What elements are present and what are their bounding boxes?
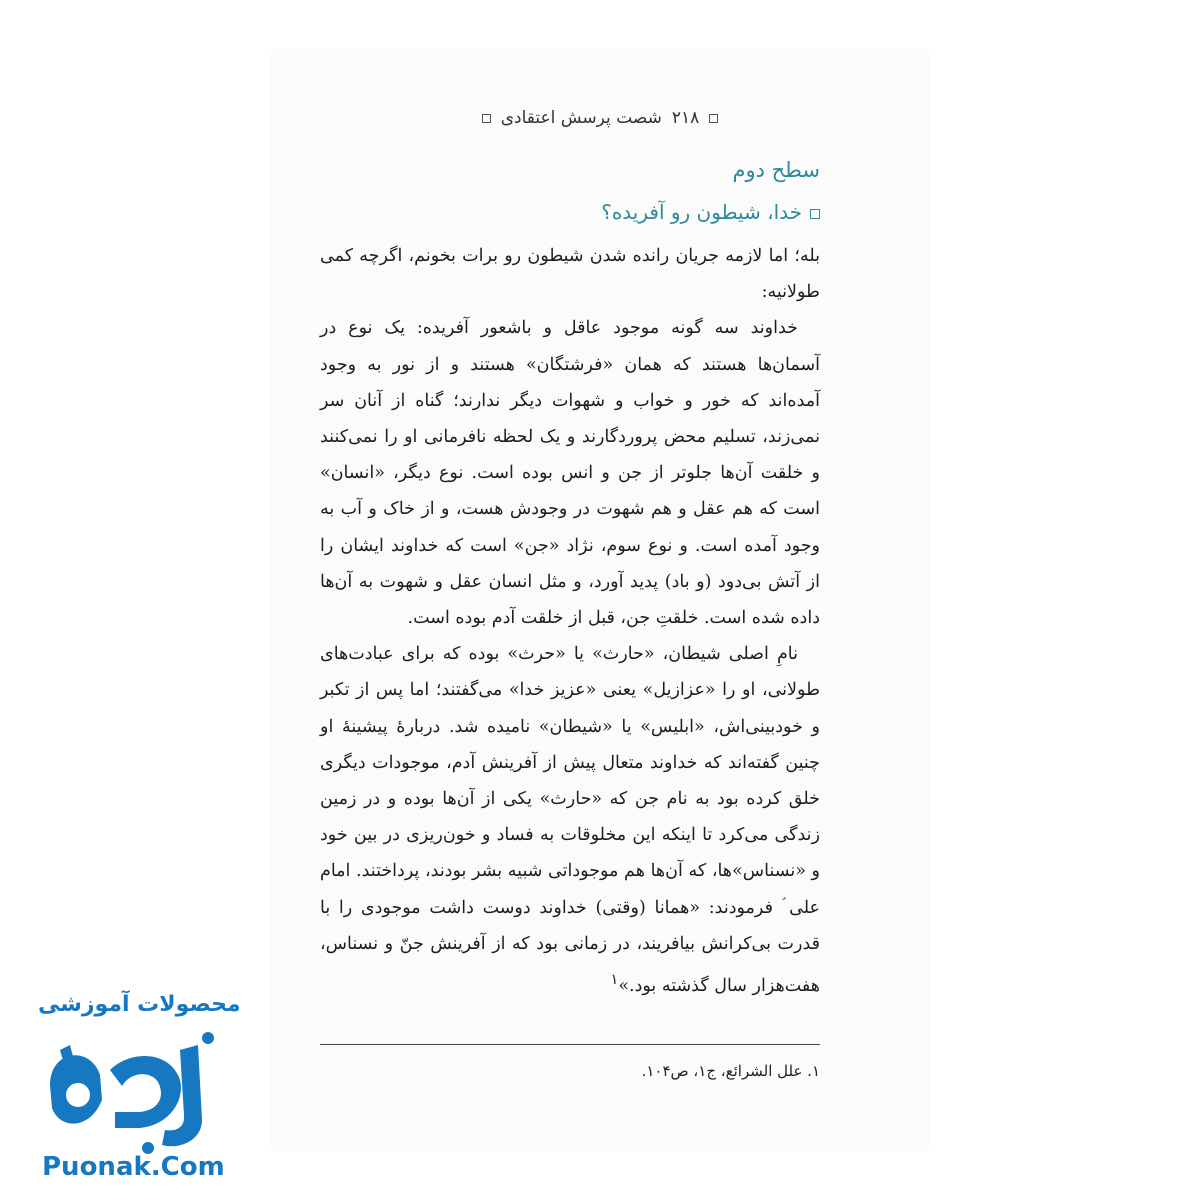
running-header (272, 108, 928, 128)
book-title: شصت پرسش اعتقادی (500, 108, 662, 128)
footnote-divider (320, 1044, 820, 1045)
footnote: ۱. علل الشرائع، ج۱، ص۱۰۴. (641, 1062, 820, 1080)
square-bullet-icon (810, 209, 820, 219)
paragraph-text: نامِ اصلی شیطان، «حارث» یا «حرث» بوده که برای عبادت‌های طولانی، او را «عزازیل» یعنی «عزیز خدا» می‌گفتند؛ اما پس از تکبر و خودبینی‌اش، «ابلیس» یا «شیطان» نامیده شد. دربارهٔ پیشینهٔ او چنین گفته‌اند که خداوند متعال پیش از آفرینش آدم، موجودات دیگری خلق کرده بود به نام جن که «حارث» یکی از آن‌ها بوده و در زمین زندگی می‌کرد تا اینکه این مخلوقات به فساد و خون‌ریزی در بین خود و «نسناس»ها، که آن‌ها هم موجوداتی شبیه بشر بودند، پرداختند. امام علی ؑ فرمودند: «همانا (وقتی) خداوند دوست داشت موجودی را با قدرت بی‌کرانش بیافریند، در زمانی بود که از آفرینش جنّ و نسناس، هفت‌هزار سال گذشته بود.» (320, 644, 820, 996)
question-text: خدا، شیطون رو آفریده؟ (601, 200, 802, 224)
paragraph: بله؛ اما لازمه جریان رانده شدن شیطون رو برات بخونم، اگرچه کمی طولانیه: (320, 246, 821, 303)
book-page (272, 50, 928, 1150)
paragraph: خداوند سه گونه موجود عاقل و باشعور آفریده: یک نوع در آسمان‌ها هستند که همان «فرشتگان» هستند و از نور به وجود آمده‌اند که خور و خواب و شهوات دیگر ندارند؛ گناه از آنان سر نمی‌زند، تسلیم محض پروردگارند و یک لحظه نافرمانی او را نمی‌کنند و خلقت آن‌ها جلوتر از جن و انس بوده است. نوع دیگر، «انسان» است که هم عقل و هم شهوت در وجودش هست، و از خاک و آب به وجود آمده است. و نوع سوم، نژاد «جن» است که خداوند ایشان را از آتش بی‌دود (و باد) پدید آورد، و مثل انسان عقل و شهوت به آن‌ها داده شده است. خلقتِ جن، قبل از خلقت آدم بوده است. (320, 318, 820, 629)
body-text (320, 238, 820, 1004)
paragraph (320, 636, 820, 1004)
section-title: سطح دوم (732, 158, 820, 182)
question-heading (601, 200, 820, 224)
square-bullet-icon (482, 114, 491, 123)
footnote-marker: ۱ (610, 971, 619, 989)
watermark-site: Puonak.Com (42, 1152, 225, 1182)
square-bullet-icon (709, 114, 718, 123)
page-number: ۲۱۸ (671, 108, 700, 128)
watermark-tagline: محصولات آموزشی (38, 992, 241, 1017)
